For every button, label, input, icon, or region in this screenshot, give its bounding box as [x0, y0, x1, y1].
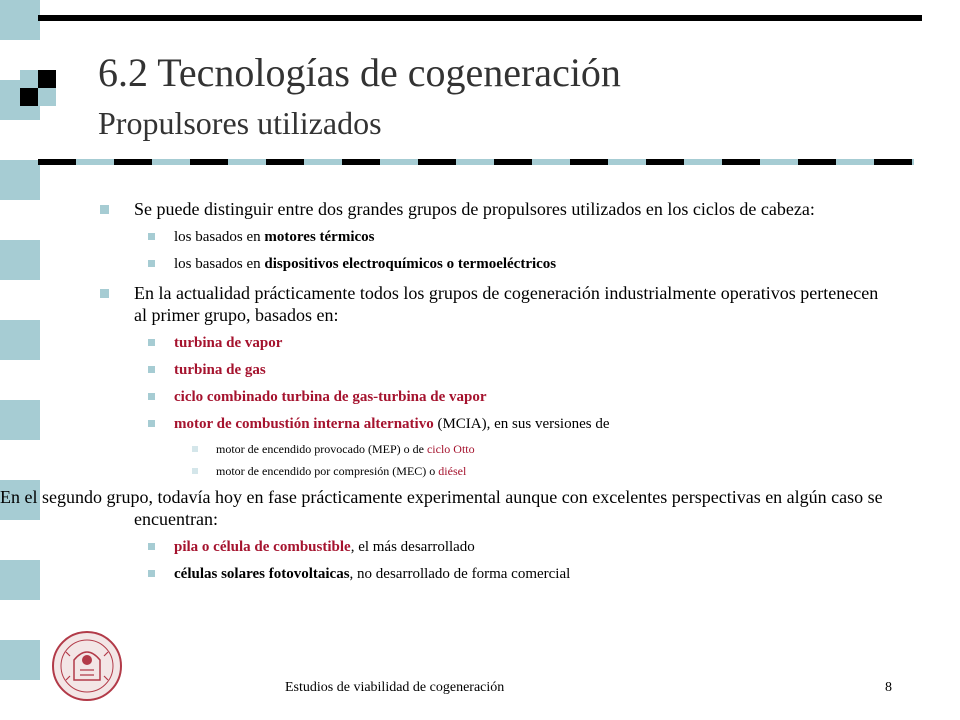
square-bullet-icon	[148, 233, 155, 240]
square-bullet-icon	[148, 570, 155, 577]
slide-title: 6.2 Tecnologías de cogeneración	[98, 50, 621, 95]
square-bullet-icon	[148, 339, 155, 346]
square-bullet-icon	[192, 468, 198, 474]
square-bullet-icon	[192, 446, 198, 452]
sub-bullet: ciclo combinado turbina de gas-turbina de vapor	[96, 388, 886, 406]
sub-bullet: turbina de gas	[96, 361, 886, 379]
top-rule	[38, 15, 922, 21]
bullet-2: En la actualidad prácticamente todos los grupos de cogeneración industrialmente operativos pertenecen al primer grupo, basados en:	[96, 282, 886, 326]
square-bullet-icon	[148, 543, 155, 550]
square-bullet-icon	[100, 205, 109, 214]
sub-bullet: los basados en motores térmicos	[96, 228, 886, 246]
sub-bullet: células solares fotovoltaicas, no desarrollado de forma comercial	[96, 565, 886, 583]
sub-bullet: los basados en dispositivos electroquímicos o termoeléctricos	[96, 255, 886, 273]
paragraph-3: En el segundo grupo, todavía hoy en fase prácticamente experimental aunque con excelentes perspectivas en algún caso se encuentran:	[0, 487, 883, 529]
title-separator	[38, 159, 914, 165]
sub-bullet: turbina de vapor	[96, 334, 886, 352]
square-bullet-icon	[148, 420, 155, 427]
footer-text: Estudios de viabilidad de cogeneración	[285, 680, 505, 695]
sub-bullet: pila o célula de combustible, el más desarrollado	[96, 538, 886, 556]
slide-subtitle: Propulsores utilizados	[98, 105, 382, 141]
bullet-1: Se puede distinguir entre dos grandes grupos de propulsores utilizados en los ciclos de cabeza:	[96, 198, 886, 220]
sub-bullet: motor de combustión interna alternativo (MCIA), en sus versiones de	[96, 415, 886, 433]
square-bullet-icon	[148, 260, 155, 267]
square-bullet-icon	[100, 289, 109, 298]
university-seal-icon	[44, 630, 130, 702]
left-decorative-strip	[0, 0, 40, 720]
slide-content	[0, 198, 886, 592]
sub-sub-bullet: motor de encendido provocado (MEP) o de ciclo Otto	[96, 442, 886, 457]
page-number: 8	[885, 680, 892, 695]
corner-decoration	[20, 70, 56, 106]
square-bullet-icon	[148, 393, 155, 400]
square-bullet-icon	[148, 366, 155, 373]
sub-sub-bullet: motor de encendido por compresión (MEC) o diésel	[96, 464, 886, 479]
